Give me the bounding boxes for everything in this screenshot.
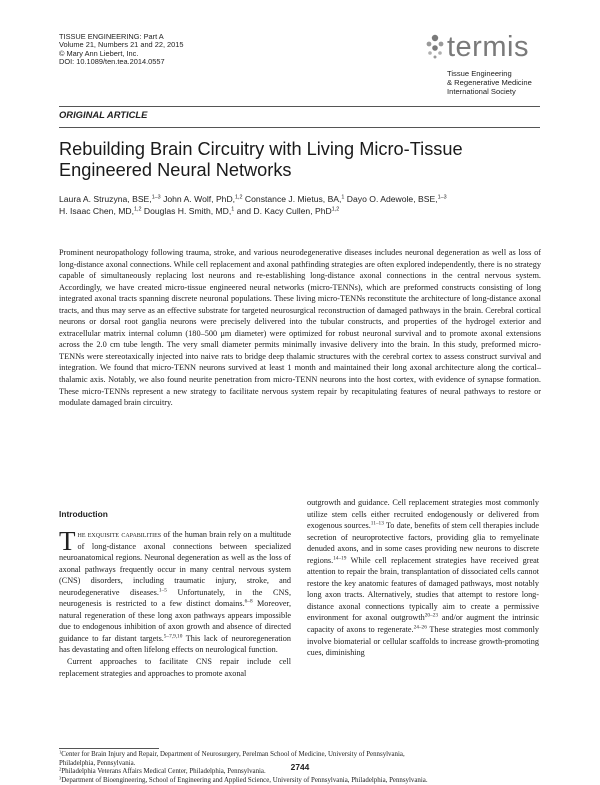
author-name: and D. Kacy Cullen, PhD	[234, 206, 331, 216]
logo-wordmark: termis	[447, 30, 529, 64]
body-text: and/or augment the intrinsic capacity of axons to regenerate.	[307, 613, 539, 634]
citation: 24–26	[414, 625, 427, 631]
citation: 14–19	[333, 555, 346, 561]
footnote-number: 2	[59, 766, 61, 771]
author-list	[59, 193, 544, 217]
citation: 6–8	[245, 599, 253, 605]
footnote-number: 1	[59, 749, 61, 754]
logo-sub-line-1: Tissue Engineering	[447, 69, 532, 78]
logo-sub-line-2: & Regenerative Medicine	[447, 78, 532, 87]
citation: 1–5	[159, 587, 167, 593]
author-affiliation: 1,2	[235, 195, 243, 201]
intro-text: Unfortunately, in the CNS, neurogenesis is restricted to a few distinct domains.	[59, 588, 291, 609]
journal-name: TISSUE ENGINEERING: Part A	[59, 33, 184, 41]
footnote	[59, 751, 541, 760]
body-text: These strategies most commonly involve biomaterial or cellular scaffolds to increase growth-promoting cues, diminishing	[307, 625, 539, 657]
journal-copyright: © Mary Ann Liebert, Inc.	[59, 50, 184, 58]
intro-paragraph-2: Current approaches to facilitate CNS repair include cell replacement strategies and approaches to promote axonal	[59, 656, 291, 679]
column-left	[59, 509, 291, 679]
body-text: While cell replacement strategies have received great attention to repair the brain, transplantation of dissociated cells cannot restore the key anatomic features of damaged pathways, most notably long axon tracts. Alternatively, studies that attempt to restore long-distance axonal connections typically aim to create a permissive environment for axonal outgrowth	[307, 556, 539, 623]
citation: 20–23	[425, 613, 438, 619]
right-paragraph	[307, 497, 539, 659]
section-label: ORIGINAL ARTICLE	[59, 109, 147, 120]
journal-doi: DOI: 10.1089/ten.tea.2014.0557	[59, 58, 184, 66]
author-affiliation: 1	[231, 207, 234, 213]
article-title: Rebuilding Brain Circuitry with Living Micro-Tissue Engineered Neural Networks	[59, 139, 529, 181]
intro-heading: Introduction	[59, 509, 291, 519]
author-name: Dayo O. Adewole, BSE,	[344, 194, 437, 204]
author-affiliation: 1,2	[134, 207, 142, 213]
author-affiliation: 1–3	[152, 195, 161, 201]
footnote	[59, 777, 541, 785]
termis-emblem-icon	[424, 33, 446, 61]
journal-info	[59, 33, 184, 67]
page-number: 2744	[0, 762, 600, 772]
citation: 5–7,9,10	[164, 634, 183, 640]
footnote-number: 3	[59, 775, 61, 780]
drop-cap: T	[59, 531, 76, 551]
intro-smallcaps: he exquisite capabilities	[78, 530, 162, 539]
author-name: H. Isaac Chen, MD,	[59, 206, 134, 216]
journal-volume: Volume 21, Numbers 21 and 22, 2015	[59, 41, 184, 49]
intro-paragraph-1	[59, 529, 291, 656]
author-affiliation: 1	[341, 195, 344, 201]
footnote-text: Philadelphia, Pennsylvania.	[59, 760, 135, 767]
column-right	[307, 497, 539, 659]
author-affiliation: 1–3	[438, 195, 447, 201]
footnote-text: Philadelphia Veterans Affairs Medical Center, Philadelphia, Pennsylvania.	[61, 768, 265, 775]
section-rule-top	[59, 106, 540, 107]
footnote-text: Department of Bioengineering, School of Engineering and Applied Science, University of Pennsylvania, Philadelphia, Pennsylvania.	[61, 777, 427, 784]
intro-text: This lack of neuroregeneration has devastating and often lifelong effects on neurological function.	[59, 634, 291, 655]
section-rule-bottom	[59, 127, 540, 128]
author-name: John A. Wolf, PhD,	[161, 194, 235, 204]
termis-logo	[424, 30, 554, 100]
intro-text: Moreover, natural regeneration of these long axon pathways appears impossible due to endogenous inhibition of axon growth and absence of directed guidance to far distant targets.	[59, 599, 291, 643]
author-name: Laura A. Struzyna, BSE,	[59, 194, 152, 204]
logo-sub-line-3: International Society	[447, 87, 532, 96]
intro-text: of the human brain rely on a multitude of long-distance axonal connections between specialized neuroanatomical regions. Neuronal degeneration as well as the loss of axonal pathways frequently occur in many central nervous system (CNS) disorders, including traumatic injury, stroke, and neurodegenerative diseases.	[59, 530, 291, 597]
logo-subtitle	[447, 69, 532, 97]
body-text: outgrowth and guidance. Cell replacement strategies most commonly utilize stem cells either recruited endogenously or delivered from exogenous sources.	[307, 498, 539, 530]
body-text: To date, benefits of stem cell therapies include secretion of neuroprotective factors, providing glia to remyelinate denuded axons, and in some cases providing new neurons to discrete regions.	[307, 521, 539, 565]
author-name: Douglas H. Smith, MD,	[141, 206, 231, 216]
citation: 11–13	[371, 521, 384, 527]
author-name: Constance J. Mietus, BA,	[243, 194, 342, 204]
abstract: Prominent neuropathology following trauma, stroke, and various neurodegenerative diseases includes neuronal degeneration as well as loss of long-distance axonal connections. While cell replacement and axonal pathfinding strategies are often explored independently, there is no strategy capable of simultaneously replacing lost neurons and re-establishing long-distance axonal connections in the central nervous system. Accordingly, we have created micro-tissue engineered neural networks (micro-TENNs), which are preformed constructs consisting of long integrated axonal tracts spanning discrete neuronal populations. These living micro-TENNs reconstitute the architecture of long-distance axonal tracts, and thus may serve as an effective substrate for targeted neurosurgical reconstruction of damaged pathways in the brain. Cerebral cortical neurons or dorsal root ganglia neurons were precisely delivered into the tubular constructs, and properties of the hydrogel exterior and extracellular matrix internal column (180–500 μm diameter) were optimized for robust neuronal survival and to promote axonal extensions across the 2.0 cm tube length. The very small diameter permits minimally invasive delivery into the brain. In this study, preformed micro-TENNs were stereotaxically injected into naive rats to bridge deep thalamic structures with the cerebral cortex to assess construct survival and integration. We found that micro-TENN neurons survived at least 1 month and maintained their long axonal architecture along the cortical–thalamic axis. Notably, we also found neurite penetration from micro-TENN neurons into the host cortex, with evidence of synapse formation. These micro-TENNs represent a new strategy to facilitate nervous system repair by recapitulating features of neural pathways to restore or modulate damaged brain circuitry.	[59, 247, 541, 409]
author-affiliation: 1,2	[332, 207, 340, 213]
footnote-rule	[59, 748, 159, 749]
footnote-text: Center for Brain Injury and Repair, Department of Neurosurgery, Perelman School of Medicine, University of Pennsylvania,	[61, 751, 404, 758]
